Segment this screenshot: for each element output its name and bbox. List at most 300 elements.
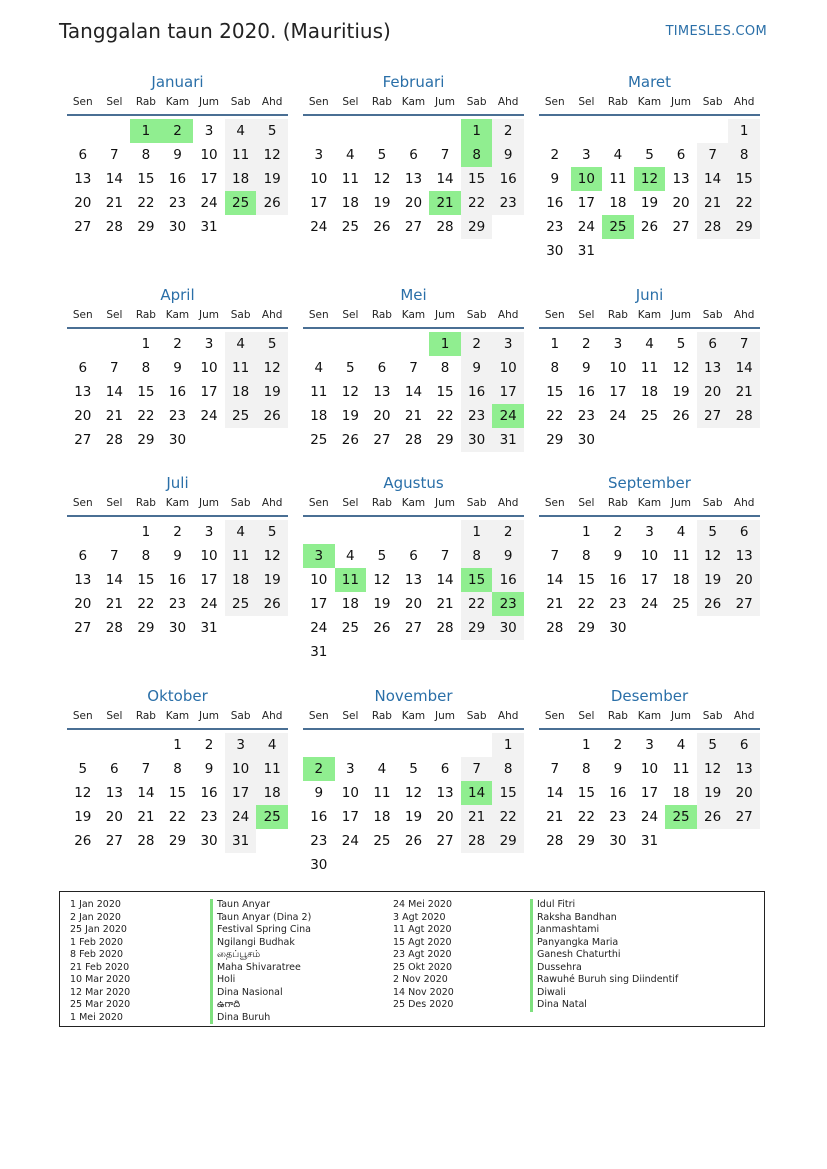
- day-cell: 7: [728, 332, 760, 356]
- day-cell: 12: [373, 171, 391, 187]
- day-cell: 21: [105, 408, 123, 424]
- day-cell: 22: [137, 195, 155, 211]
- day-cell: 3: [582, 147, 591, 163]
- day-cell: 25: [341, 620, 359, 636]
- legend-holiday-name: Dina Nasional: [210, 987, 311, 1000]
- day-cell: 29: [577, 620, 595, 636]
- legend-holiday-name: தைப்பூசம்: [210, 949, 311, 962]
- day-cell: 16: [200, 785, 218, 801]
- day-cell: 13: [74, 171, 92, 187]
- day-cell: 19: [373, 596, 391, 612]
- day-cell: 29: [546, 432, 564, 448]
- weekday-label: Kam: [637, 497, 662, 509]
- weekday-label: Jum: [671, 96, 692, 108]
- weekday-header: [303, 494, 524, 517]
- day-cell: 26: [341, 432, 359, 448]
- month-agustus: [303, 472, 524, 661]
- weekday-label: Sab: [230, 309, 251, 321]
- day-cell: 29: [461, 616, 493, 640]
- day-cell: 29: [577, 833, 595, 849]
- day-cell: 30: [609, 833, 627, 849]
- weekday-header: [539, 707, 760, 730]
- day-cell: 23: [168, 596, 187, 612]
- legend-date: 2 Jan 2020: [70, 911, 121, 923]
- day-cell: 27: [74, 620, 92, 636]
- day-grid: [303, 329, 524, 473]
- day-cell: 29: [728, 215, 760, 239]
- legend-date: 2 Nov 2020: [393, 974, 448, 985]
- holiday-day-cell: 24: [492, 404, 524, 428]
- day-cell: 14: [728, 356, 760, 380]
- day-cell: 27: [373, 432, 391, 448]
- weekday-label: Ahd: [733, 309, 755, 321]
- day-cell: 2: [461, 332, 493, 356]
- day-cell: 22: [546, 408, 564, 424]
- day-cell: 23: [577, 408, 595, 424]
- day-cell: 25: [341, 219, 359, 235]
- weekday-label: Kam: [637, 710, 662, 722]
- day-cell: 1: [728, 119, 760, 143]
- day-cell: 3: [645, 524, 654, 540]
- day-cell: 29: [461, 215, 493, 239]
- day-cell: 1: [550, 336, 560, 352]
- day-cell: 15: [461, 167, 493, 191]
- day-cell: 21: [546, 809, 564, 825]
- weekday-label: Ahd: [261, 96, 283, 108]
- day-cell: 31: [200, 620, 218, 636]
- day-cell: 11: [672, 548, 690, 564]
- day-cell: 7: [550, 761, 560, 777]
- weekday-label: Ahd: [261, 710, 283, 722]
- day-cell: 18: [640, 384, 659, 400]
- day-cell: 24: [200, 596, 218, 612]
- day-cell: 22: [492, 805, 524, 829]
- weekday-label: Sel: [578, 96, 595, 108]
- day-cell: 25: [672, 596, 690, 612]
- day-cell: 13: [404, 171, 423, 187]
- weekday-label: Ahd: [733, 96, 755, 108]
- day-cell: 15: [577, 785, 595, 801]
- day-cell: 30: [546, 243, 564, 259]
- day-cell: 7: [440, 147, 450, 163]
- weekday-label: Sen: [308, 710, 329, 722]
- day-cell: 10: [200, 147, 218, 163]
- day-cell: 12: [697, 757, 729, 781]
- legend-holiday-name: Taun Anyar: [210, 899, 311, 912]
- day-cell: 18: [310, 408, 328, 424]
- day-cell: 22: [461, 592, 493, 616]
- day-cell: 5: [697, 733, 729, 757]
- weekday-label: Rab: [371, 309, 392, 321]
- day-cell: 28: [546, 833, 564, 849]
- weekday-label: Sel: [106, 497, 123, 509]
- day-cell: 27: [436, 833, 454, 849]
- day-cell: 24: [609, 408, 627, 424]
- day-cell: 28: [728, 404, 760, 428]
- day-grid: [539, 116, 760, 260]
- day-cell: 2: [204, 737, 214, 753]
- day-cell: 16: [609, 572, 627, 588]
- day-cell: 13: [436, 785, 454, 801]
- legend-dates-col-2: [393, 899, 454, 1012]
- day-cell: 13: [373, 384, 391, 400]
- weekday-label: Sab: [466, 497, 487, 509]
- day-cell: 24: [310, 219, 328, 235]
- weekday-header: [539, 93, 760, 116]
- day-cell: 29: [168, 833, 187, 849]
- day-cell: 17: [225, 781, 257, 805]
- day-cell: 29: [436, 432, 454, 448]
- weekday-label: Sel: [106, 710, 123, 722]
- day-cell: 15: [168, 785, 187, 801]
- legend-date: 3 Agt 2020: [393, 911, 446, 923]
- legend-date: 12 Mar 2020: [70, 986, 131, 998]
- day-cell: 5: [346, 360, 355, 376]
- day-cell: 9: [492, 143, 524, 167]
- day-cell: 9: [173, 360, 182, 376]
- day-cell: 3: [225, 733, 257, 757]
- weekday-header: [303, 306, 524, 329]
- day-cell: 25: [640, 408, 659, 424]
- day-cell: 10: [200, 548, 218, 564]
- day-cell: 27: [74, 219, 92, 235]
- day-cell: 9: [582, 360, 591, 376]
- weekday-label: Sen: [308, 96, 329, 108]
- day-cell: 18: [225, 167, 257, 191]
- day-cell: 9: [492, 544, 524, 568]
- legend-date: 21 Feb 2020: [70, 961, 130, 973]
- day-cell: 19: [697, 568, 729, 592]
- day-cell: 27: [404, 219, 423, 235]
- weekday-header: [67, 707, 288, 730]
- holiday-day-cell: 12: [634, 167, 666, 191]
- day-grid: [539, 329, 760, 473]
- legend-holiday-name: Ganesh Chaturthi: [530, 949, 678, 962]
- month-name: Februari: [382, 73, 445, 91]
- day-cell: 23: [168, 195, 187, 211]
- weekday-label: Sen: [308, 497, 329, 509]
- day-cell: 1: [492, 733, 524, 757]
- day-cell: 5: [645, 147, 654, 163]
- day-cell: 26: [640, 219, 659, 235]
- day-cell: 7: [141, 761, 151, 777]
- day-cell: 5: [409, 761, 418, 777]
- day-grid: [67, 116, 288, 260]
- day-cell: 19: [640, 195, 659, 211]
- day-cell: 25: [225, 592, 257, 616]
- weekday-label: Jum: [199, 497, 220, 509]
- day-cell: 27: [728, 805, 760, 829]
- weekday-label: Jum: [435, 710, 456, 722]
- day-cell: 9: [461, 356, 493, 380]
- legend-holiday-name: Idul Fitri: [530, 899, 678, 912]
- day-cell: 5: [256, 119, 288, 143]
- day-cell: 15: [728, 167, 760, 191]
- month-juni: [539, 284, 760, 473]
- day-cell: 10: [310, 171, 328, 187]
- day-cell: 23: [461, 404, 493, 428]
- day-cell: 12: [256, 544, 288, 568]
- day-cell: 12: [697, 544, 729, 568]
- legend-holiday-name: Ngilangi Budhak: [210, 937, 311, 950]
- day-cell: 24: [200, 408, 218, 424]
- legend-date: 25 Jan 2020: [70, 924, 127, 935]
- day-cell: 6: [440, 761, 450, 777]
- day-cell: 21: [697, 191, 729, 215]
- weekday-label: Sel: [578, 710, 595, 722]
- day-cell: 11: [609, 171, 627, 187]
- month-april: [67, 284, 288, 473]
- day-cell: 5: [676, 336, 686, 352]
- day-cell: 6: [78, 548, 88, 564]
- month-name: April: [160, 286, 195, 304]
- holiday-day-cell: 25: [665, 805, 697, 829]
- legend-date: 14 Nov 2020: [393, 986, 454, 998]
- day-cell: 21: [546, 596, 564, 612]
- day-cell: 16: [609, 785, 627, 801]
- legend-date: 1 Feb 2020: [70, 936, 124, 948]
- day-cell: 26: [697, 805, 729, 829]
- day-cell: 2: [173, 336, 182, 352]
- weekday-label: Sen: [544, 497, 565, 509]
- month-name: November: [374, 687, 453, 705]
- brand-link[interactable]: TIMESLES.COM: [665, 24, 767, 39]
- day-cell: 13: [728, 544, 760, 568]
- day-cell: 24: [225, 805, 257, 829]
- day-cell: 2: [173, 524, 182, 540]
- holiday-legend: [59, 891, 765, 1027]
- day-cell: 4: [225, 119, 257, 143]
- day-cell: 20: [74, 596, 92, 612]
- day-cell: 8: [141, 360, 151, 376]
- weekday-label: Jum: [435, 96, 456, 108]
- day-cell: 4: [346, 147, 355, 163]
- day-cell: 6: [78, 147, 88, 163]
- day-cell: 12: [256, 143, 288, 167]
- weekday-label: Kam: [401, 96, 426, 108]
- day-cell: 11: [225, 143, 257, 167]
- weekday-label: Sen: [72, 309, 93, 321]
- day-grid: [303, 116, 524, 260]
- day-cell: 14: [436, 171, 454, 187]
- legend-date: 25 Okt 2020: [393, 961, 453, 973]
- day-cell: 21: [436, 596, 454, 612]
- legend-date: 8 Feb 2020: [70, 949, 124, 960]
- day-cell: 19: [74, 809, 92, 825]
- day-cell: 24: [310, 620, 328, 636]
- month-name: Oktober: [147, 687, 208, 705]
- legend-date: 1 Mei 2020: [70, 1011, 123, 1023]
- weekday-label: Rab: [135, 96, 156, 108]
- day-grid: [303, 517, 524, 661]
- day-cell: 2: [582, 336, 591, 352]
- day-cell: 18: [373, 809, 391, 825]
- day-cell: 3: [346, 761, 355, 777]
- weekday-label: Ahd: [733, 497, 755, 509]
- day-cell: 28: [546, 620, 564, 636]
- day-cell: 16: [546, 195, 564, 211]
- weekday-label: Ahd: [497, 497, 519, 509]
- day-cell: 20: [697, 380, 729, 404]
- day-cell: 11: [672, 761, 690, 777]
- day-cell: 27: [728, 592, 760, 616]
- day-cell: 16: [492, 568, 524, 592]
- day-cell: 4: [676, 524, 686, 540]
- weekday-label: Sel: [342, 497, 359, 509]
- day-cell: 17: [640, 785, 659, 801]
- day-grid: [539, 730, 760, 874]
- holiday-day-cell: 1: [461, 119, 493, 143]
- day-cell: 6: [78, 360, 88, 376]
- day-cell: 14: [436, 572, 454, 588]
- day-cell: 13: [697, 356, 729, 380]
- day-cell: 16: [310, 809, 328, 825]
- legend-holiday-name: Diwali: [530, 987, 678, 1000]
- holiday-day-cell: 25: [602, 215, 634, 239]
- day-grid: [539, 517, 760, 661]
- day-cell: 22: [137, 596, 155, 612]
- day-cell: 9: [314, 785, 324, 801]
- day-cell: 18: [225, 568, 257, 592]
- day-cell: 17: [640, 572, 659, 588]
- day-cell: 1: [141, 336, 151, 352]
- weekday-label: Sen: [72, 710, 93, 722]
- day-cell: 18: [609, 195, 627, 211]
- day-cell: 8: [141, 548, 151, 564]
- day-cell: 25: [225, 404, 257, 428]
- day-cell: 17: [341, 809, 359, 825]
- weekday-label: Kam: [165, 309, 190, 321]
- day-cell: 12: [672, 360, 690, 376]
- legend-dates-col-1: [70, 899, 130, 1024]
- weekday-label: Sab: [702, 710, 723, 722]
- day-grid: [303, 730, 524, 874]
- day-cell: 17: [577, 195, 595, 211]
- day-cell: 7: [550, 548, 560, 564]
- day-cell: 11: [310, 384, 328, 400]
- legend-date: 10 Mar 2020: [70, 974, 131, 985]
- day-cell: 15: [137, 384, 155, 400]
- day-cell: 16: [168, 171, 187, 187]
- day-cell: 28: [436, 620, 454, 636]
- day-cell: 27: [404, 620, 423, 636]
- day-cell: 31: [225, 829, 257, 853]
- day-cell: 30: [461, 428, 493, 452]
- day-cell: 3: [314, 147, 324, 163]
- day-cell: 14: [404, 384, 423, 400]
- day-cell: 11: [225, 356, 257, 380]
- day-cell: 21: [105, 195, 123, 211]
- month-name: Mei: [400, 286, 427, 304]
- day-cell: 15: [137, 572, 155, 588]
- day-cell: 1: [461, 520, 493, 544]
- day-cell: 27: [74, 432, 92, 448]
- day-cell: 11: [373, 785, 391, 801]
- day-cell: 3: [204, 123, 214, 139]
- weekday-label: Kam: [165, 96, 190, 108]
- weekday-label: Sel: [106, 309, 123, 321]
- day-cell: 15: [436, 384, 454, 400]
- day-cell: 22: [461, 191, 493, 215]
- day-cell: 7: [440, 548, 450, 564]
- day-cell: 21: [137, 809, 155, 825]
- day-cell: 17: [200, 384, 218, 400]
- day-cell: 17: [492, 380, 524, 404]
- day-cell: 23: [310, 833, 328, 849]
- day-cell: 19: [697, 781, 729, 805]
- legend-date: 15 Agt 2020: [393, 936, 452, 948]
- day-cell: 15: [546, 384, 564, 400]
- day-cell: 10: [341, 785, 359, 801]
- day-cell: 10: [225, 757, 257, 781]
- legend-date: 25 Des 2020: [393, 999, 454, 1010]
- month-januari: [67, 71, 288, 260]
- day-cell: 22: [577, 809, 595, 825]
- day-cell: 26: [256, 191, 288, 215]
- weekday-header: [303, 707, 524, 730]
- day-cell: 27: [697, 404, 729, 428]
- weekday-label: Sab: [702, 497, 723, 509]
- holiday-day-cell: 14: [461, 781, 493, 805]
- weekday-label: Jum: [671, 497, 692, 509]
- month-name: Agustus: [383, 474, 444, 492]
- day-cell: 6: [377, 360, 387, 376]
- day-cell: 29: [137, 219, 155, 235]
- day-cell: 20: [74, 408, 92, 424]
- month-name: Juni: [635, 286, 664, 304]
- day-cell: 5: [377, 147, 387, 163]
- day-cell: 23: [492, 191, 524, 215]
- day-cell: 30: [577, 432, 595, 448]
- day-cell: 5: [697, 520, 729, 544]
- holiday-day-cell: 1: [429, 332, 461, 356]
- day-cell: 19: [672, 384, 690, 400]
- day-cell: 1: [141, 524, 151, 540]
- holiday-day-cell: 23: [492, 592, 524, 616]
- holiday-day-cell: 25: [225, 191, 257, 215]
- day-cell: 11: [341, 171, 359, 187]
- day-cell: 18: [341, 195, 359, 211]
- day-cell: 28: [436, 219, 454, 235]
- legend-date: 11 Agt 2020: [393, 924, 452, 935]
- holiday-day-cell: 8: [461, 143, 493, 167]
- weekday-label: Ahd: [497, 309, 519, 321]
- day-cell: 30: [168, 432, 187, 448]
- day-cell: 20: [672, 195, 690, 211]
- legend-holiday-name: ఉగాది: [210, 999, 311, 1012]
- legend-holiday-name: Taun Anyar (Dina 2): [210, 912, 311, 925]
- weekday-label: Sen: [544, 309, 565, 321]
- weekday-label: Kam: [165, 710, 190, 722]
- legend-date: 25 Mar 2020: [70, 999, 131, 1010]
- day-cell: 19: [404, 809, 423, 825]
- holiday-day-cell: 25: [256, 805, 288, 829]
- day-cell: 1: [582, 524, 591, 540]
- page-title: Tanggalan taun 2020. (Mauritius): [59, 19, 391, 43]
- day-cell: 8: [173, 761, 182, 777]
- day-grid: [67, 730, 288, 874]
- weekday-label: Sen: [72, 96, 93, 108]
- day-cell: 31: [310, 644, 328, 660]
- legend-holiday-name: Panyangka Maria: [530, 937, 678, 950]
- day-cell: 8: [728, 143, 760, 167]
- weekday-label: Rab: [135, 309, 156, 321]
- day-cell: 23: [609, 809, 627, 825]
- day-cell: 10: [492, 356, 524, 380]
- day-cell: 29: [137, 432, 155, 448]
- day-cell: 28: [404, 432, 423, 448]
- weekday-header: [67, 306, 288, 329]
